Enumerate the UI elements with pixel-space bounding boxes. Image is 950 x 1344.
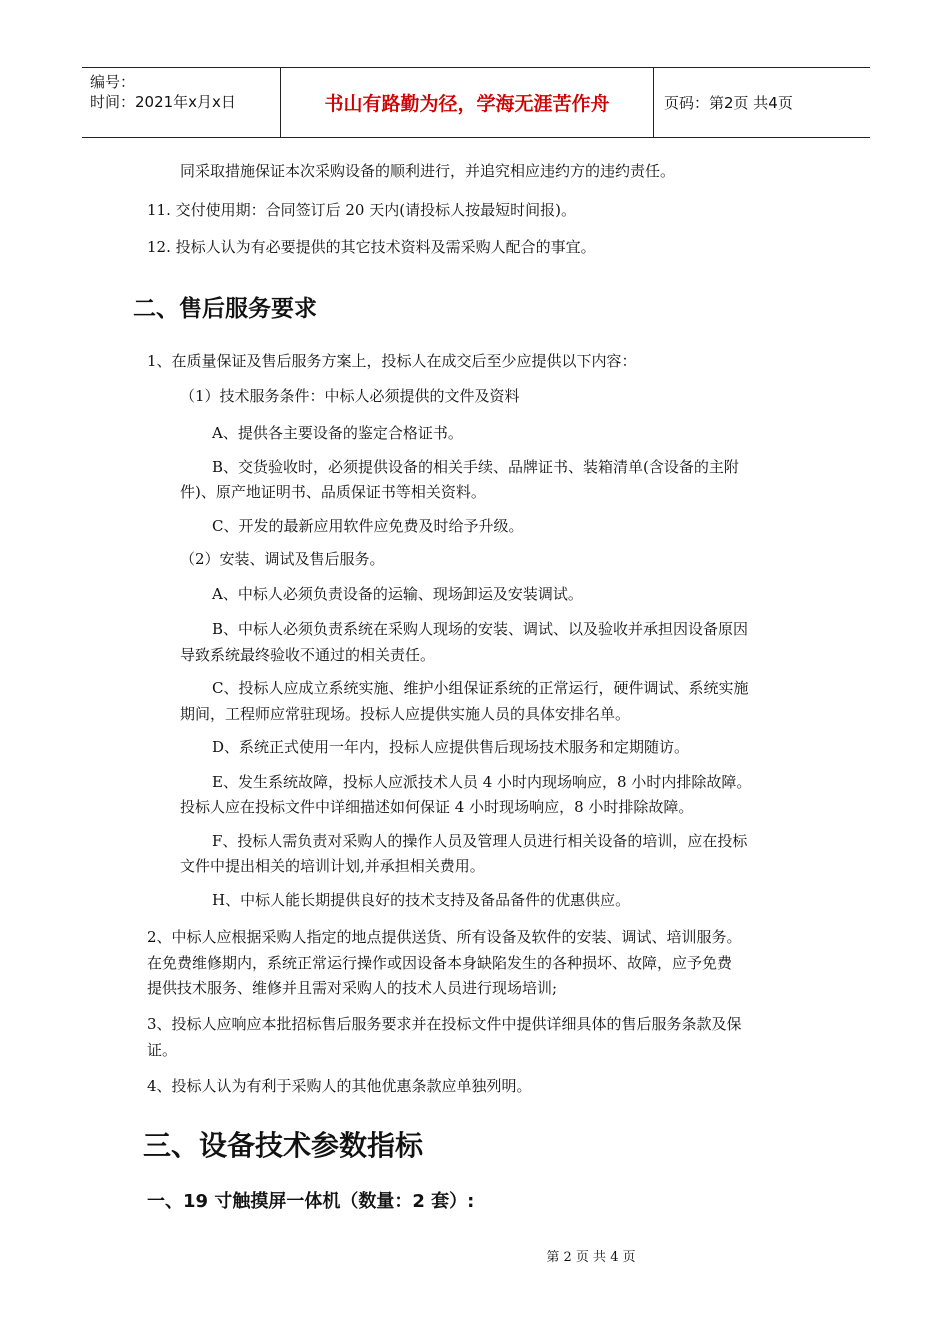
subitem-1-2-f-line1: F、投标人需负责对采购人的操作人员及管理人员进行相关设备的培训，应在投标 — [212, 832, 748, 850]
section-heading-tech-params: 三、设备技术参数指标 — [143, 1129, 424, 1162]
subitem-1-2-e-line1: E、发生系统故障，投标人应派技术人员 4 小时内现场响应，8 小时内排除故障。 — [212, 773, 752, 791]
after-sales-item-3-line1: 3、投标人应响应本批招标售后服务要求并在投标文件中提供详细具体的售后服务条款及保 — [147, 1015, 742, 1033]
subitem-1-2-b-line1: B、中标人必须负责系统在采购人现场的安装、调试、以及验收并承担因设备原因 — [212, 620, 749, 638]
after-sales-item-3-line2: 证。 — [147, 1041, 178, 1059]
subitem-1-2-b-line2: 导致系统最终验收不通过的相关责任。 — [180, 646, 436, 664]
subitem-1-2-f-line2: 文件中提出相关的培训计划,并承担相关费用。 — [180, 857, 485, 875]
subitem-1-2-d: D、系统正式使用一年内，投标人应提供售后现场技术服务和定期随访。 — [212, 738, 690, 756]
after-sales-item-2-line2: 在免费维修期内，系统正常运行操作或因设备本身缺陷发生的各种损坏、故障，应予免费 — [147, 954, 733, 972]
subitem-1-1-c: C、开发的最新应用软件应免费及时给予升级。 — [212, 517, 524, 535]
after-sales-item-4: 4、投标人认为有利于采购人的其他优惠条款应单独列明。 — [147, 1077, 532, 1095]
document-time-label: 时间：2021年x月x日 — [90, 93, 236, 111]
subitem-1-2: （2）安装、调试及售后服务。 — [180, 550, 385, 568]
section-heading-after-sales: 二、售后服务要求 — [133, 296, 317, 322]
subsection-heading-touchscreen: 一、19 寸触摸屏一体机（数量：2 套）: — [147, 1191, 475, 1212]
subitem-1-1: （1）技术服务条件：中标人必须提供的文件及资料 — [180, 387, 520, 405]
header-meta — [82, 68, 281, 137]
page-header — [82, 67, 870, 138]
subitem-1-2-h: H、中标人能长期提供良好的技术支持及备品备件的优惠供应。 — [212, 891, 631, 909]
subitem-1-2-e-line2: 投标人应在投标文件中详细描述如何保证 4 小时现场响应，8 小时排除故障。 — [180, 798, 694, 816]
page-footer: 第 2 页 共 4 页 — [546, 1250, 636, 1265]
subitem-1-1-b-line1: B、交货验收时，必须提供设备的相关手续、品牌证书、装箱清单(含设备的主附 — [212, 458, 739, 476]
document-number-label: 编号： — [90, 73, 136, 91]
subitem-1-1-a: A、提供各主要设备的鉴定合格证书。 — [212, 424, 463, 442]
after-sales-item-2-line3: 提供技术服务、维修并且需对采购人的技术人员进行现场培训; — [147, 979, 558, 997]
header-motto: 书山有路勤为径，学海无涯苦作舟 — [281, 68, 654, 137]
subitem-1-1-b-line2: 件)、原产地证明书、品质保证书等相关资料。 — [180, 483, 486, 501]
after-sales-item-2-line1: 2、中标人应根据采购人指定的地点提供送货、所有设备及软件的安装、调试、培训服务。 — [147, 928, 742, 946]
subitem-1-2-c-line2: 期间，工程师应常驻现场。投标人应提供实施人员的具体安排名单。 — [180, 705, 631, 723]
after-sales-item-1: 1、在质量保证及售后服务方案上，投标人在成交后至少应提供以下内容： — [147, 352, 637, 370]
paragraph-continuation: 同采取措施保证本次采购设备的顺利进行，并追究相应违约方的违约责任。 — [180, 162, 676, 180]
subitem-1-2-a: A、中标人必须负责设备的运输、现场卸运及安装调试。 — [212, 585, 583, 603]
header-page-info: 页码：第2页 共4页 — [664, 94, 793, 112]
item-12: 12. 投标人认为有必要提供的其它技术资料及需采购人配合的事宜。 — [147, 238, 596, 256]
subitem-1-2-c-line1: C、投标人应成立系统实施、维护小组保证系统的正常运行，硬件调试、系统实施 — [212, 679, 749, 697]
item-11: 11. 交付使用期：合同签订后 20 天内(请投标人按最短时间报)。 — [147, 201, 576, 219]
